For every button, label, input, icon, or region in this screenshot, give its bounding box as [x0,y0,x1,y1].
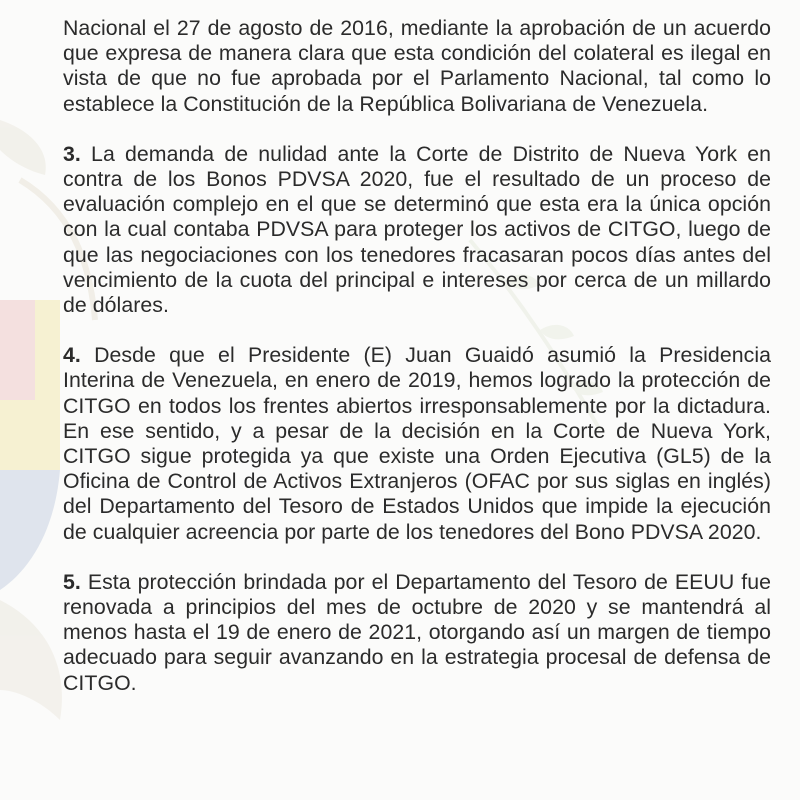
paragraph-item-3 [63,142,771,318]
paragraph-text: Desde que el Presidente (E) Juan Guaidó asumió la Presidencia Interina de Venezuela, en enero de 2019, hemos logrado la protección de CITGO en todos los frentes abiertos irresponsablemente por la dictadura. En ese sentido, y a pesar de la decisión en la Corte de Nueva York, CITGO sigue protegida ya que existe una Orden Ejecutiva (GL5) de la Oficina de Control de Activos Extranjeros (OFAC por sus siglas en inglés) del Departamento del Tesoro de Estados Unidos que impide la ejecución de cualquier acreencia por parte de los tenedores del Bono PDVSA 2020. [63,343,771,544]
paragraph-continuation [63,16,771,117]
watermark-ornament [0,120,46,175]
paragraph-number: 5. [63,569,81,594]
watermark-shield-red [0,300,35,400]
paragraph-item-5 [63,570,771,696]
paragraph-number: 4. [63,343,81,368]
watermark-shield-blue [0,470,60,590]
paragraph-text: Esta protección brindada por el Departamento del Tesoro de EEUU fue renovada a principios del mes de octubre de 2020 y se mantendrá al menos hasta el 19 de enero de 2021, otorgando así un margen de tiempo adecuado para seguir avanzando en la estrategia procesal de defensa de CITGO. [63,569,771,695]
paragraph-text: La demanda de nulidad ante la Corte de Distrito de Nueva York en contra de los Bonos PDVSA 2020, fue el resultado de un proceso de evaluación complejo en el que se determinó que esta era la única opción con la cual contaba PDVSA para proteger los activos de CITGO, luego de que las negociaciones con los tenedores fracasaran pocos días antes del vencimiento de la cuota del principal e intereses por cerca de un millardo de dólares. [63,141,771,318]
paragraph-text: Nacional el 27 de agosto de 2016, mediante la aprobación de un acuerdo que expresa de manera clara que esta condición del colateral es ilegal en vista de que no fue aprobada por el Parlamento Nacional, tal como lo establece la Constitución de la República Bolivariana de Venezuela. [63,16,771,116]
paragraph-item-4 [63,343,771,545]
document-body [63,16,771,696]
watermark-ornament [0,600,62,720]
paragraph-number: 3. [63,141,81,166]
